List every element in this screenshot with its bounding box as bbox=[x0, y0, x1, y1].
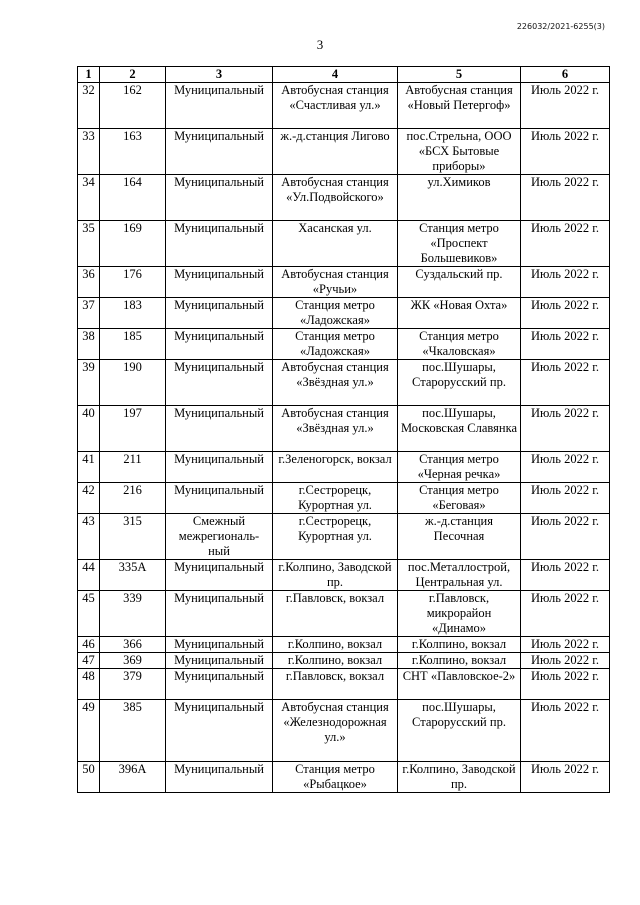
route-number-cell: 379 bbox=[100, 669, 166, 700]
route-type-cell: Муниципальный bbox=[166, 637, 273, 653]
opening-date-cell: Июль 2022 г. bbox=[521, 221, 610, 267]
table-row bbox=[78, 406, 610, 452]
route-type-cell: Муниципальный bbox=[166, 298, 273, 329]
route-type-cell: Муниципальный bbox=[166, 175, 273, 221]
start-point-cell: г.Павловск, вокзал bbox=[273, 669, 398, 700]
start-point-cell: Станция метро «Ладожская» bbox=[273, 329, 398, 360]
opening-date-cell: Июль 2022 г. bbox=[521, 669, 610, 700]
table-row bbox=[78, 762, 610, 793]
row-number-cell: 33 bbox=[78, 129, 100, 175]
end-point-cell: СНТ «Павловское-2» bbox=[398, 669, 521, 700]
row-number-cell: 41 bbox=[78, 452, 100, 483]
end-point-cell: г.Колпино, вокзал bbox=[398, 653, 521, 669]
route-type-cell: Муниципальный bbox=[166, 329, 273, 360]
route-type-cell: Муниципальный bbox=[166, 700, 273, 762]
table-row bbox=[78, 483, 610, 514]
route-type-cell: Муниципальный bbox=[166, 669, 273, 700]
route-number-cell: 185 bbox=[100, 329, 166, 360]
start-point-cell: ж.-д.станция Лигово bbox=[273, 129, 398, 175]
row-number-cell: 50 bbox=[78, 762, 100, 793]
opening-date-cell: Июль 2022 г. bbox=[521, 637, 610, 653]
opening-date-cell: Июль 2022 г. bbox=[521, 762, 610, 793]
end-point-cell: г.Павловск, микрорайон «Динамо» bbox=[398, 591, 521, 637]
row-number-cell: 42 bbox=[78, 483, 100, 514]
end-point-cell: пос.Металлострой, Центральная ул. bbox=[398, 560, 521, 591]
start-point-cell: Автобусная станция «Звёздная ул.» bbox=[273, 360, 398, 406]
start-point-cell: Автобусная станция «Ручьи» bbox=[273, 267, 398, 298]
opening-date-cell: Июль 2022 г. bbox=[521, 560, 610, 591]
column-header: 1 bbox=[78, 67, 100, 83]
row-number-cell: 48 bbox=[78, 669, 100, 700]
route-number-cell: 366 bbox=[100, 637, 166, 653]
start-point-cell: г.Сестрорецк, Курортная ул. bbox=[273, 514, 398, 560]
row-number-cell: 35 bbox=[78, 221, 100, 267]
end-point-cell: ЖК «Новая Охта» bbox=[398, 298, 521, 329]
opening-date-cell: Июль 2022 г. bbox=[521, 406, 610, 452]
column-header: 6 bbox=[521, 67, 610, 83]
start-point-cell: Автобусная станция «Звёздная ул.» bbox=[273, 406, 398, 452]
table-row bbox=[78, 591, 610, 637]
end-point-cell: Станция метро «Беговая» bbox=[398, 483, 521, 514]
route-type-cell: Муниципальный bbox=[166, 653, 273, 669]
opening-date-cell: Июль 2022 г. bbox=[521, 267, 610, 298]
opening-date-cell: Июль 2022 г. bbox=[521, 483, 610, 514]
route-type-cell: Муниципальный bbox=[166, 406, 273, 452]
route-number-cell: 169 bbox=[100, 221, 166, 267]
route-type-cell: Муниципальный bbox=[166, 83, 273, 129]
route-type-cell: Муниципальный bbox=[166, 591, 273, 637]
route-number-cell: 176 bbox=[100, 267, 166, 298]
end-point-cell: пос.Шушары, Старорусский пр. bbox=[398, 360, 521, 406]
column-header: 3 bbox=[166, 67, 273, 83]
table-row bbox=[78, 267, 610, 298]
start-point-cell: г.Колпино, вокзал bbox=[273, 637, 398, 653]
start-point-cell: Станция метро «Ладожская» bbox=[273, 298, 398, 329]
route-number-cell: 369 bbox=[100, 653, 166, 669]
route-number-cell: 396А bbox=[100, 762, 166, 793]
table-row bbox=[78, 452, 610, 483]
end-point-cell: Станция метро «Чкаловская» bbox=[398, 329, 521, 360]
route-number-cell: 190 bbox=[100, 360, 166, 406]
table-row bbox=[78, 560, 610, 591]
opening-date-cell: Июль 2022 г. bbox=[521, 83, 610, 129]
start-point-cell: Хасанская ул. bbox=[273, 221, 398, 267]
route-number-cell: 335А bbox=[100, 560, 166, 591]
row-number-cell: 36 bbox=[78, 267, 100, 298]
route-type-cell: Муниципальный bbox=[166, 221, 273, 267]
start-point-cell: г.Колпино, Заводской пр. bbox=[273, 560, 398, 591]
route-number-cell: 339 bbox=[100, 591, 166, 637]
route-type-cell: Муниципальный bbox=[166, 267, 273, 298]
page-number: 3 bbox=[316, 37, 324, 52]
row-number-cell: 49 bbox=[78, 700, 100, 762]
end-point-cell: г.Колпино, вокзал bbox=[398, 637, 521, 653]
opening-date-cell: Июль 2022 г. bbox=[521, 653, 610, 669]
row-number-cell: 34 bbox=[78, 175, 100, 221]
table-row bbox=[78, 329, 610, 360]
end-point-cell: Станция метро «Проспект Большевиков» bbox=[398, 221, 521, 267]
table-row bbox=[78, 298, 610, 329]
table-row bbox=[78, 514, 610, 560]
table-row bbox=[78, 700, 610, 762]
row-number-cell: 40 bbox=[78, 406, 100, 452]
row-number-cell: 39 bbox=[78, 360, 100, 406]
start-point-cell: Станция метро «Рыбацкое» bbox=[273, 762, 398, 793]
end-point-cell: пос.Шушары, Московская Славянка bbox=[398, 406, 521, 452]
route-type-cell: Муниципальный bbox=[166, 129, 273, 175]
route-number-cell: 216 bbox=[100, 483, 166, 514]
table-row bbox=[78, 669, 610, 700]
route-type-cell: Муниципальный bbox=[166, 560, 273, 591]
route-type-cell: Муниципальный bbox=[166, 762, 273, 793]
table-header-row bbox=[78, 67, 610, 83]
end-point-cell: пос.Шушары, Старорусский пр. bbox=[398, 700, 521, 762]
row-number-cell: 43 bbox=[78, 514, 100, 560]
route-number-cell: 164 bbox=[100, 175, 166, 221]
table-row bbox=[78, 83, 610, 129]
row-number-cell: 32 bbox=[78, 83, 100, 129]
column-header: 2 bbox=[100, 67, 166, 83]
end-point-cell: пос.Стрельна, ООО «БСХ Бытовые приборы» bbox=[398, 129, 521, 175]
route-number-cell: 163 bbox=[100, 129, 166, 175]
route-number-cell: 211 bbox=[100, 452, 166, 483]
end-point-cell: Автобусная станция «Новый Петергоф» bbox=[398, 83, 521, 129]
row-number-cell: 37 bbox=[78, 298, 100, 329]
column-header: 4 bbox=[273, 67, 398, 83]
route-type-cell: Муниципальный bbox=[166, 360, 273, 406]
route-number-cell: 183 bbox=[100, 298, 166, 329]
opening-date-cell: Июль 2022 г. bbox=[521, 591, 610, 637]
row-number-cell: 46 bbox=[78, 637, 100, 653]
opening-date-cell: Июль 2022 г. bbox=[521, 452, 610, 483]
row-number-cell: 45 bbox=[78, 591, 100, 637]
route-type-cell: Муниципальный bbox=[166, 483, 273, 514]
table-row bbox=[78, 653, 610, 669]
start-point-cell: г.Павловск, вокзал bbox=[273, 591, 398, 637]
row-number-cell: 44 bbox=[78, 560, 100, 591]
route-number-cell: 162 bbox=[100, 83, 166, 129]
opening-date-cell: Июль 2022 г. bbox=[521, 329, 610, 360]
row-number-cell: 47 bbox=[78, 653, 100, 669]
table-row bbox=[78, 129, 610, 175]
opening-date-cell: Июль 2022 г. bbox=[521, 514, 610, 560]
start-point-cell: Автобусная станция «Ул.Подвойского» bbox=[273, 175, 398, 221]
table-row bbox=[78, 637, 610, 653]
route-number-cell: 197 bbox=[100, 406, 166, 452]
route-number-cell: 385 bbox=[100, 700, 166, 762]
end-point-cell: г.Колпино, Заводской пр. bbox=[398, 762, 521, 793]
start-point-cell: г.Колпино, вокзал bbox=[273, 653, 398, 669]
end-point-cell: ж.-д.станция Песочная bbox=[398, 514, 521, 560]
table-row bbox=[78, 360, 610, 406]
start-point-cell: Автобусная станция «Железнодорожная ул.» bbox=[273, 700, 398, 762]
table-row bbox=[78, 175, 610, 221]
table-body bbox=[78, 83, 610, 793]
route-number-cell: 315 bbox=[100, 514, 166, 560]
opening-date-cell: Июль 2022 г. bbox=[521, 700, 610, 762]
end-point-cell: Суздальский пр. bbox=[398, 267, 521, 298]
opening-date-cell: Июль 2022 г. bbox=[521, 360, 610, 406]
start-point-cell: г.Сестрорецк, Курортная ул. bbox=[273, 483, 398, 514]
table-row bbox=[78, 221, 610, 267]
row-number-cell: 38 bbox=[78, 329, 100, 360]
column-header: 5 bbox=[398, 67, 521, 83]
document-id: 226032/2021-6255(3) bbox=[516, 22, 605, 31]
route-type-cell: Смежный межрегиональ-ный bbox=[166, 514, 273, 560]
end-point-cell: ул.Химиков bbox=[398, 175, 521, 221]
opening-date-cell: Июль 2022 г. bbox=[521, 298, 610, 329]
end-point-cell: Станция метро «Черная речка» bbox=[398, 452, 521, 483]
routes-table bbox=[77, 66, 610, 793]
start-point-cell: г.Зеленогорск, вокзал bbox=[273, 452, 398, 483]
route-type-cell: Муниципальный bbox=[166, 452, 273, 483]
opening-date-cell: Июль 2022 г. bbox=[521, 129, 610, 175]
opening-date-cell: Июль 2022 г. bbox=[521, 175, 610, 221]
start-point-cell: Автобусная станция «Счастливая ул.» bbox=[273, 83, 398, 129]
